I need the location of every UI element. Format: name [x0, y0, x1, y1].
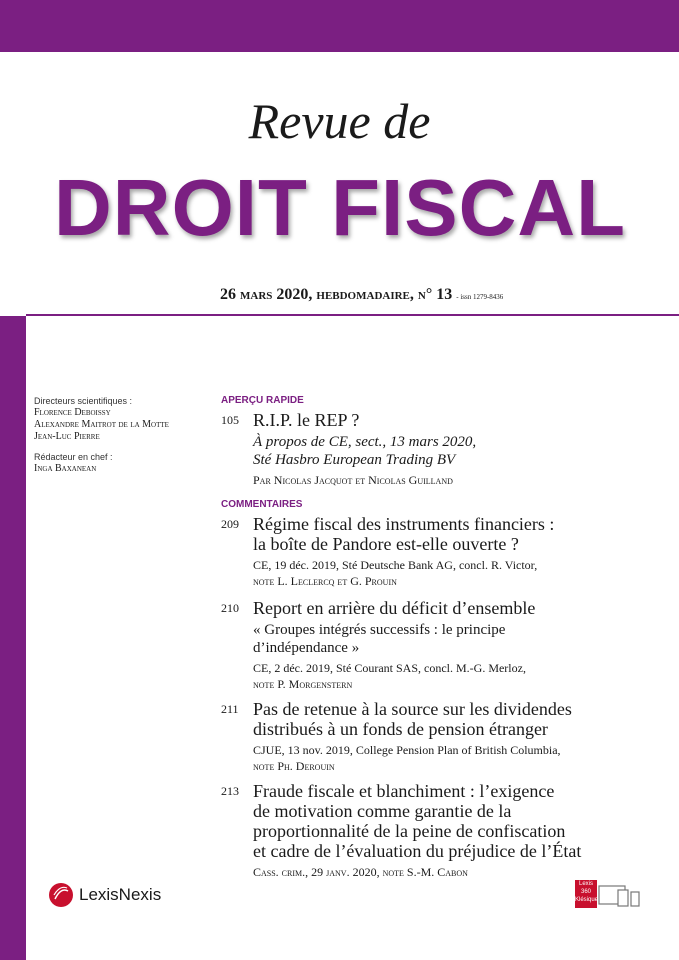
item-reference: CE, 19 déc. 2019, Sté Deutsche Bank AG, concl. R. Victor, note L. Leclercq et G. Prouin	[253, 558, 538, 588]
lexisnexis-emblem-icon	[48, 882, 74, 908]
director-name: Jean-Luc Pierre	[34, 431, 100, 442]
item-number: 210	[221, 601, 239, 615]
item-number: 209	[221, 517, 239, 531]
item-title: Régime fiscal des instruments financiers : la boîte de Pandore est-elle ouverte ?	[253, 514, 555, 554]
devices-icon	[598, 884, 642, 908]
item-title: Pas de retenue à la source sur les dividendes distribués à un fonds de pension étranger	[253, 699, 572, 739]
masthead-revue-de: Revue de	[248, 93, 431, 149]
directors-label: Directeurs scientifiques :	[34, 396, 133, 406]
item-title: Report en arrière du déficit d’ensemble	[253, 598, 536, 618]
editorial-board	[34, 395, 204, 475]
section-commentaires: COMMENTAIRES	[221, 499, 303, 510]
item-number: 211	[221, 702, 239, 716]
director-name: Florence Deboissy	[34, 407, 111, 418]
item-subtitle: « Groupes intégrés successifs : le principe d’indépendance »	[253, 622, 506, 656]
logo-text: LexisNexis	[79, 885, 162, 904]
item-number: 105	[221, 413, 239, 427]
issue-date: 26 mars 2020, hebdomadaire, n° 13	[220, 286, 453, 303]
top-color-band	[0, 0, 679, 52]
item-reference: Cass. crim., 29 janv. 2020, note S.-M. Cabon	[253, 865, 468, 879]
chief-label: Rédacteur en chef :	[34, 452, 113, 462]
item-reference: CE, 2 déc. 2019, Sté Courant SAS, concl. M.-G. Merloz, note P. Morgenstern	[253, 661, 526, 691]
masthead-title: DROIT FISCAL	[54, 163, 626, 252]
chief-name: Inga Baxanean	[34, 463, 97, 474]
side-color-band	[0, 316, 26, 960]
header-divider	[26, 314, 679, 316]
item-title: R.I.P. le REP ?	[253, 410, 360, 430]
item-subtitle: À propos de CE, sect., 13 mars 2020, Sté Hasbro European Trading BV	[253, 434, 477, 468]
lexis360-badge: Lexis 360 Klésique	[575, 880, 597, 908]
lexisnexis-logo	[48, 881, 161, 909]
section-apercu: APERÇU RAPIDE	[221, 395, 304, 406]
item-reference: CJUE, 13 nov. 2019, College Pension Plan of British Columbia, note Ph. Derouin	[253, 743, 561, 773]
item-title: Fraude fiscale et blanchiment : l’exigence de motivation comme garantie de la proportionnalité de la peine de confiscation et cadre de l’évaluation du préjudice de l’État	[253, 781, 582, 861]
item-reference: Par Nicolas Jacquot et Nicolas Guilland	[253, 473, 453, 487]
director-name: Alexandre Maitrot de la Motte	[34, 419, 169, 430]
issn: - issn 1279-8436	[456, 293, 504, 301]
issue-line	[220, 286, 503, 304]
item-number: 213	[221, 784, 239, 798]
